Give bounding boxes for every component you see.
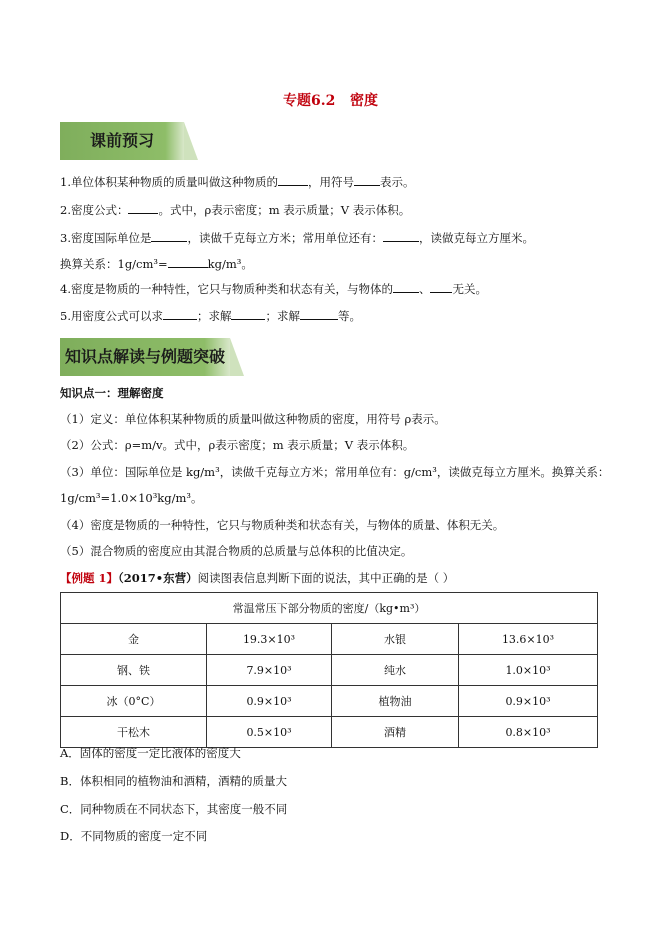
item-text: 4.密度是物质的一种特性，它只与物质种类和状态有关，与物体的 <box>60 282 393 296</box>
preview-item-2 <box>60 201 610 218</box>
table-caption: 常温常压下部分物质的密度/（kg•m³） <box>61 593 598 624</box>
knowledge-point-unit: （3）单位：国际单位是 kg/m³，读做千克每立方米；常用单位有：g/cm³，读做克每立方厘米。换算关系： <box>60 465 610 479</box>
preview-item-5 <box>60 307 610 324</box>
table-cell: 0.8×10³ <box>459 717 598 748</box>
item-text: 1.单位体积某种物质的质量叫做这种物质的 <box>60 175 278 189</box>
answer-blank[interactable] <box>163 307 197 320</box>
knowledge-point-conversion: 1g/cm³=1.0×10³kg/m³。 <box>60 491 203 505</box>
answer-blank[interactable] <box>430 280 452 293</box>
knowledge-point-formula: （2）公式：ρ=m/v。式中，ρ表示密度；m 表示质量；V 表示体积。 <box>60 438 415 452</box>
section-banner-label: 课前预习 <box>89 131 154 150</box>
item-text: 换算关系：1g/cm³= <box>60 257 168 271</box>
answer-blank[interactable] <box>168 255 208 268</box>
table-cell: 7.9×10³ <box>207 655 332 686</box>
example-source: （2017•东营） <box>118 571 198 585</box>
item-text: ，读做千克每立方米；常用单位还有： <box>187 231 383 245</box>
table-cell: 钢、铁 <box>61 655 207 686</box>
table-cell: 19.3×10³ <box>207 624 332 655</box>
table-row <box>61 624 598 655</box>
option-d[interactable]: D．不同物质的密度一定不同 <box>60 829 208 843</box>
answer-blank[interactable] <box>231 307 265 320</box>
table-cell: 冰（0°C） <box>61 686 207 717</box>
answer-blank[interactable] <box>354 173 380 186</box>
table-cell: 1.0×10³ <box>459 655 598 686</box>
item-text: 3.密度国际单位是 <box>60 231 152 245</box>
table-row <box>61 717 598 748</box>
section-banner-label: 知识点解读与例题突破 <box>64 347 225 366</box>
answer-blank[interactable] <box>393 280 419 293</box>
table-row <box>61 655 598 686</box>
example-label: 【例题 1】 <box>60 571 119 585</box>
item-text: 。式中，ρ表示密度；m 表示质量；V 表示体积。 <box>158 203 411 217</box>
example-question <box>60 570 610 586</box>
knowledge-point-definition: （1）定义：单位体积某种物质的质量叫做这种物质的密度，用符号 ρ表示。 <box>60 412 446 426</box>
preview-item-4 <box>60 280 610 297</box>
page-title: 专题6.2 密度 <box>283 93 378 109</box>
table-cell: 纯水 <box>332 655 459 686</box>
item-text: ；求解 <box>196 309 232 323</box>
preview-item-1 <box>60 173 610 190</box>
answer-blank[interactable] <box>278 173 308 186</box>
table-cell: 植物油 <box>332 686 459 717</box>
table-cell: 0.9×10³ <box>459 686 598 717</box>
option-c[interactable]: C．同种物质在不同状态下，其密度一般不同 <box>60 802 288 816</box>
knowledge-point-mixture: （5）混合物质的密度应由其混合物质的总质量与总体积的比值决定。 <box>60 544 413 558</box>
answer-blank[interactable] <box>151 229 187 242</box>
item-text: 2.密度公式： <box>60 203 129 217</box>
preview-item-3 <box>60 229 610 246</box>
option-a[interactable]: A．固体的密度一定比液体的密度大 <box>60 746 241 760</box>
item-text: ；求解 <box>265 309 300 323</box>
section-banner-preview <box>60 122 184 160</box>
table-cell: 干松木 <box>61 717 207 748</box>
knowledge-point-title: 知识点一：理解密度 <box>60 386 164 400</box>
example-text: 阅读图表信息判断下面的说法，其中正确的是（ ） <box>197 571 455 585</box>
table-cell: 13.6×10³ <box>459 624 598 655</box>
table-cell: 0.9×10³ <box>207 686 332 717</box>
item-text: 、 <box>418 282 431 296</box>
answer-blank[interactable] <box>128 201 158 214</box>
item-text: ，读做克每立方厘米。 <box>418 231 534 245</box>
item-text: kg/m³。 <box>207 257 253 271</box>
density-table <box>60 592 598 748</box>
item-text: 等。 <box>337 309 361 323</box>
knowledge-point-property: （4）密度是物质的一种特性，它只与物质种类和状态有关，与物体的质量、体积无关。 <box>60 518 505 532</box>
table-row <box>61 686 598 717</box>
item-text: 5.用密度公式可以求 <box>60 309 163 323</box>
table-cell: 金 <box>61 624 207 655</box>
table-cell: 0.5×10³ <box>207 717 332 748</box>
item-text: 无关。 <box>452 282 487 296</box>
item-text: 表示。 <box>379 175 415 189</box>
option-b[interactable]: B．体积相同的植物油和酒精，酒精的质量大 <box>60 774 287 788</box>
section-banner-knowledge <box>60 338 230 376</box>
table-cell: 酒精 <box>332 717 459 748</box>
preview-item-conversion <box>60 255 610 272</box>
table-cell: 水银 <box>332 624 459 655</box>
item-text: ，用符号 <box>307 175 354 189</box>
answer-blank[interactable] <box>300 307 338 320</box>
answer-blank[interactable] <box>383 229 419 242</box>
